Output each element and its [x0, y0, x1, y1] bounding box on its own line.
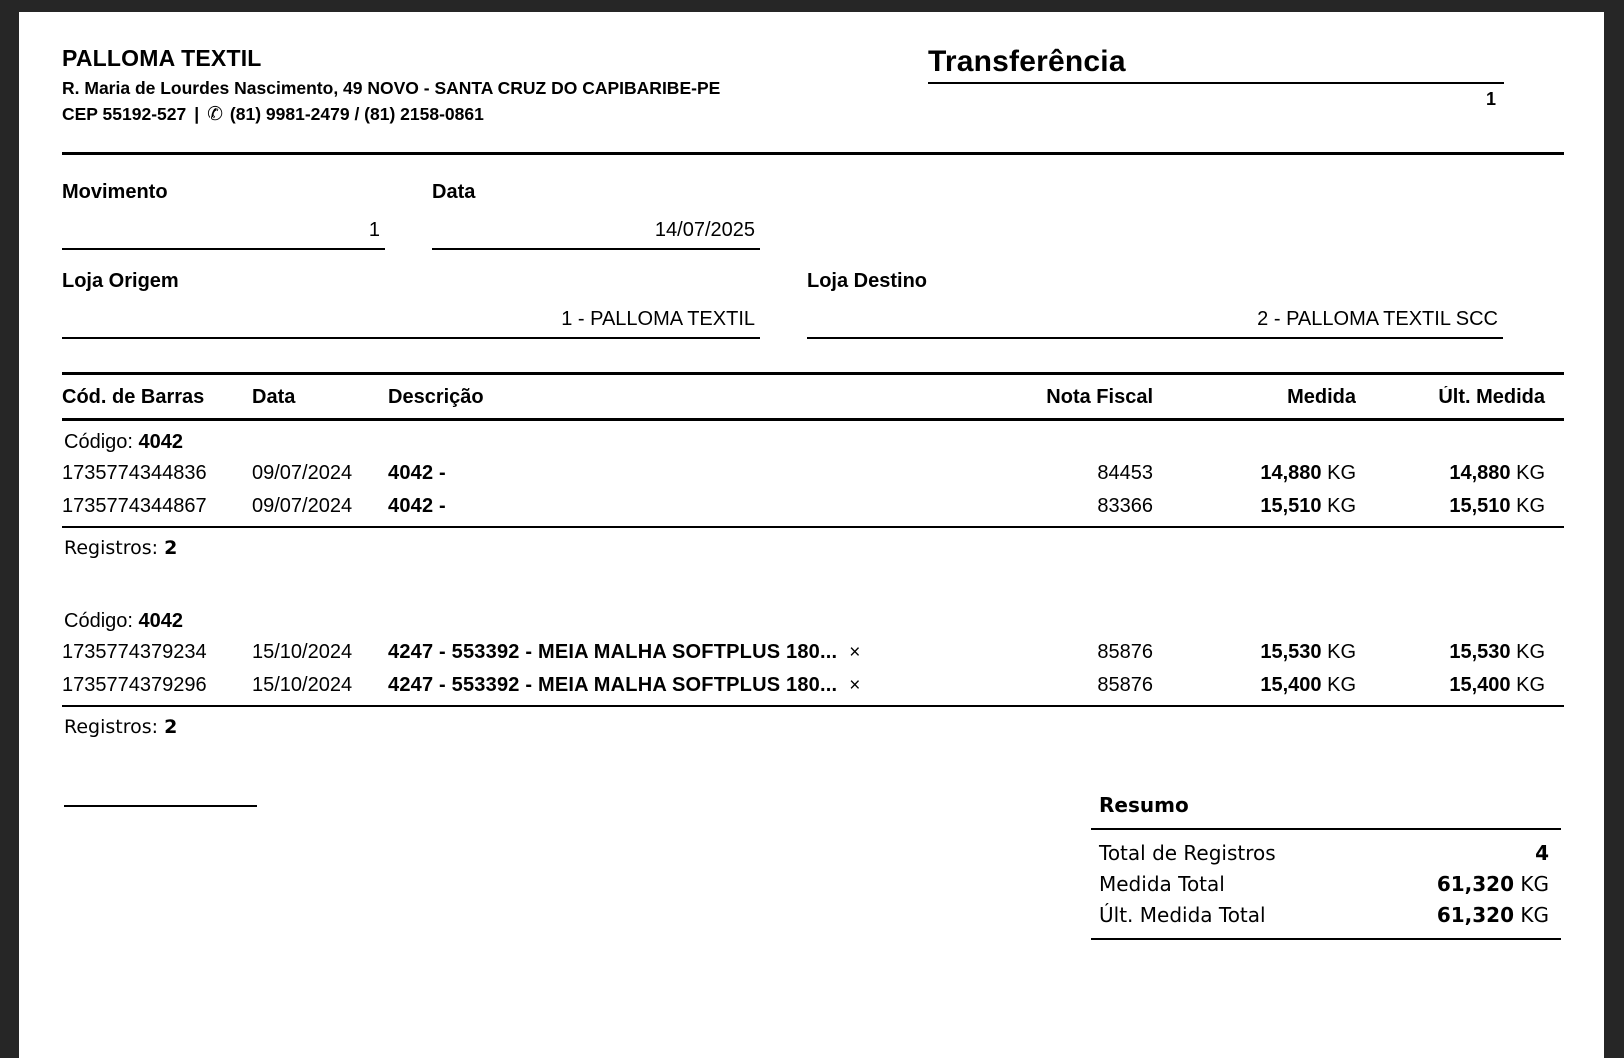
company-address: R. Maria de Lourdes Nascimento, 49 NOVO - SANTA CRUZ DO CAPIBARIBE-PE — [62, 78, 721, 98]
group-code-label: Código: — [64, 610, 133, 632]
resumo-value-number: 4 — [1535, 840, 1549, 865]
group-code — [62, 421, 1564, 457]
medida-unit: KG — [1321, 462, 1356, 484]
field-label: Data — [432, 181, 476, 203]
page-number: 1 — [1485, 89, 1496, 109]
resumo-label: Últ. Medida Total — [1099, 902, 1266, 927]
date-cell: 15/10/2024 — [252, 641, 353, 663]
description-cell — [388, 641, 944, 664]
table-row — [62, 636, 1564, 669]
date-cell: 15/10/2024 — [252, 674, 353, 696]
field-value: 1 — [368, 219, 380, 241]
barcode-cell: 1735774344867 — [62, 495, 207, 517]
fields-row-2 — [62, 270, 1564, 339]
row-marker-icon: × — [849, 675, 861, 696]
medida-value: 15,510 — [1260, 495, 1322, 517]
nota-fiscal-cell: 85876 — [1097, 674, 1153, 696]
header-medida: Medida — [1287, 386, 1356, 408]
resumo-title: Resumo — [1091, 793, 1561, 830]
group-code-label: Código: — [64, 431, 133, 453]
registros-label: Registros: — [64, 537, 159, 559]
ult-medida-value: 15,530 — [1449, 641, 1511, 663]
ult-medida-unit: KG — [1510, 462, 1545, 484]
header-nota-fiscal: Nota Fiscal — [1046, 386, 1153, 408]
nota-fiscal-cell: 83366 — [1097, 495, 1153, 517]
doc-title: Transferência — [928, 45, 1504, 84]
medida-value: 15,530 — [1260, 641, 1322, 663]
header-ult-medida: Últ. Medida — [1438, 386, 1545, 408]
field-value: 1 - PALLOMA TEXTIL — [561, 308, 755, 330]
medida-unit: KG — [1321, 495, 1356, 517]
company-block — [62, 45, 720, 126]
description-text: 4247 - 553392 - MEIA MALHA SOFTPLUS 180... — [388, 641, 838, 663]
company-phones: (81) 9981-2479 / (81) 2158-0861 — [229, 104, 484, 124]
group-rows — [62, 636, 1564, 707]
group-code-value: 4042 — [138, 610, 183, 632]
row-marker-icon: × — [849, 642, 861, 663]
registros-count: 2 — [164, 716, 178, 738]
medida-cell — [1153, 462, 1356, 485]
resumo-label: Medida Total — [1099, 871, 1225, 896]
bottom-row — [62, 793, 1564, 940]
report-page — [19, 12, 1604, 1058]
description-text: 4247 - 553392 - MEIA MALHA SOFTPLUS 180... — [388, 674, 838, 696]
ult-medida-cell — [1356, 674, 1564, 697]
resumo-value-number: 61,320 — [1436, 871, 1515, 896]
registros-label: Registros: — [64, 716, 159, 738]
field-label: Movimento — [62, 181, 168, 203]
title-block — [928, 45, 1504, 110]
resumo-value — [1535, 841, 1549, 865]
fields-row-1 — [62, 181, 1564, 250]
barcode-cell: 1735774379296 — [62, 674, 207, 696]
ult-medida-unit: KG — [1510, 641, 1545, 663]
field-movimento — [62, 181, 385, 250]
report-content — [19, 12, 1604, 940]
signature-line — [64, 805, 257, 807]
company-cep: CEP 55192-527 — [62, 104, 187, 124]
medida-value: 14,880 — [1260, 462, 1322, 484]
header-descricao: Descrição — [388, 386, 484, 408]
resumo-row — [1091, 899, 1561, 930]
phone-icon: ✆ — [207, 104, 224, 125]
resumo-box — [1091, 793, 1561, 940]
separator: | — [194, 104, 200, 124]
medida-cell — [1153, 674, 1356, 697]
resumo-row — [1091, 868, 1561, 899]
barcode-cell: 1735774379234 — [62, 641, 207, 663]
company-contact-line — [62, 103, 720, 126]
ult-medida-unit: KG — [1510, 674, 1545, 696]
group-rows — [62, 457, 1564, 528]
ult-medida-cell — [1356, 641, 1564, 664]
medida-unit: KG — [1321, 641, 1356, 663]
table-row — [62, 490, 1564, 523]
resumo-row — [1091, 837, 1561, 868]
resumo-value-unit: KG — [1514, 902, 1549, 927]
resumo-rows — [1091, 830, 1561, 940]
company-name: PALLOMA TEXTIL — [62, 45, 262, 71]
header-data: Data — [252, 386, 296, 408]
nota-fiscal-cell: 85876 — [1097, 641, 1153, 663]
medida-cell — [1153, 641, 1356, 664]
items-table — [62, 372, 1564, 738]
ult-medida-value: 15,400 — [1449, 674, 1511, 696]
description-cell — [388, 495, 944, 518]
date-cell: 09/07/2024 — [252, 462, 353, 484]
table-header-row — [62, 372, 1564, 421]
nota-fiscal-cell: 84453 — [1097, 462, 1153, 484]
field-label: Loja Destino — [807, 270, 928, 292]
medida-unit: KG — [1321, 674, 1356, 696]
field-value: 2 - PALLOMA TEXTIL SCC — [1257, 308, 1498, 330]
barcode-cell: 1735774344836 — [62, 462, 207, 484]
description-text: 4042 - — [388, 495, 446, 517]
registros-count: 2 — [164, 537, 178, 559]
header-divider — [62, 152, 1564, 155]
date-cell: 09/07/2024 — [252, 495, 353, 517]
registros-line — [62, 528, 1564, 559]
resumo-value-unit: KG — [1514, 871, 1549, 896]
medida-cell — [1153, 495, 1356, 518]
field-label: Loja Origem — [62, 270, 179, 292]
field-data — [432, 181, 760, 250]
medida-value: 15,400 — [1260, 674, 1322, 696]
table-group — [62, 600, 1564, 738]
ult-medida-value: 15,510 — [1449, 495, 1511, 517]
registros-line — [62, 707, 1564, 738]
table-group — [62, 421, 1564, 559]
ult-medida-cell — [1356, 495, 1564, 518]
field-loja-destino — [807, 270, 1503, 339]
report-header — [62, 45, 1564, 126]
resumo-label: Total de Registros — [1099, 840, 1276, 865]
table-row — [62, 669, 1564, 702]
field-value: 14/07/2025 — [654, 219, 755, 241]
group-code-value: 4042 — [138, 431, 183, 453]
resumo-value — [1437, 872, 1549, 896]
resumo-value — [1437, 903, 1549, 927]
description-cell — [388, 674, 944, 697]
resumo-value-number: 61,320 — [1436, 902, 1515, 927]
ult-medida-cell — [1356, 462, 1564, 485]
table-row — [62, 457, 1564, 490]
description-cell — [388, 462, 944, 485]
description-text: 4042 - — [388, 462, 446, 484]
ult-medida-unit: KG — [1510, 495, 1545, 517]
group-code — [62, 600, 1564, 636]
header-cod-barras: Cód. de Barras — [62, 386, 205, 408]
field-loja-origem — [62, 270, 760, 339]
ult-medida-value: 14,880 — [1449, 462, 1511, 484]
